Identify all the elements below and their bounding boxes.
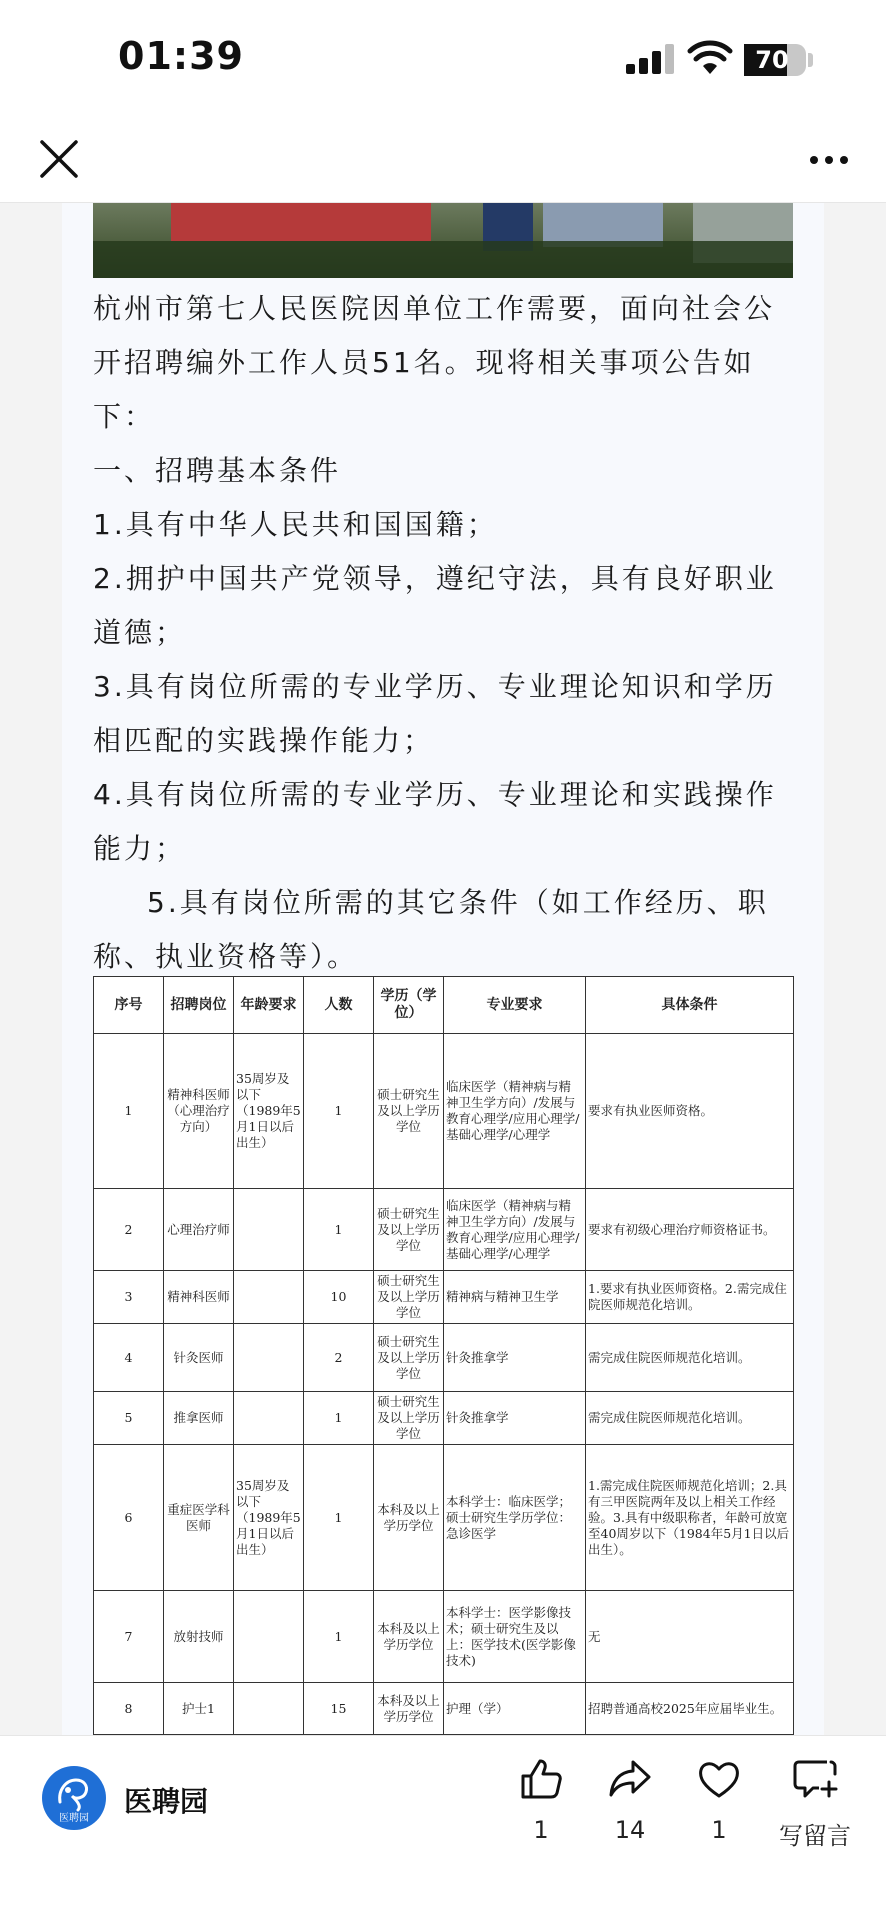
cell-education: 硕士研究生及以上学历学位 [374,1189,444,1271]
header-cell: 年龄要求 [234,977,304,1034]
header-cell: 招聘岗位 [164,977,234,1034]
table-row [94,1392,794,1445]
cell-major: 临床医学（精神病与精神卫生学方向）/发展与教育心理学/应用心理学/基础心理学/心理学 [444,1189,586,1271]
cell-conditions: 要求有执业医师资格。 [586,1034,794,1189]
cell-age: 35周岁及以下（1989年5月1日以后出生） [234,1034,304,1189]
bottom-bar [0,1735,886,1921]
cell-count: 1 [304,1445,374,1591]
cell-count: 1 [304,1034,374,1189]
cell-age [234,1189,304,1271]
cell-major: 护理（学） [444,1683,586,1735]
paragraph-intro: 杭州市第七人民医院因单位工作需要，面向社会公开招聘编外工作人员51名。现将相关事项公告如下： [93,292,776,433]
cell-index: 2 [94,1189,164,1271]
cell-position: 推拿医师 [164,1392,234,1445]
favorite-button[interactable] [674,1756,764,1866]
cell-count: 1 [304,1392,374,1445]
cell-position: 精神科医师 [164,1271,234,1324]
table-row [94,1324,794,1392]
cell-major: 本科学士：医学影像技术；硕士研究生及以上：医学技术(医学影像技术) [444,1591,586,1683]
cell-major: 针灸推拿学 [444,1392,586,1445]
cell-education: 本科及以上学历学位 [374,1591,444,1683]
cell-age [234,1271,304,1324]
condition-1: 1.具有中华人民共和国国籍； [93,508,498,541]
cell-count: 15 [304,1683,374,1735]
close-icon[interactable] [36,136,82,182]
signal-icon [626,44,674,74]
table-row [94,1683,794,1735]
heart-icon [696,1756,742,1802]
cell-position: 心理治疗师 [164,1189,234,1271]
table-row [94,1271,794,1324]
hero-image [93,203,793,278]
condition-4: 4.具有岗位所需的专业学历、专业理论和实践操作能力； [93,778,777,865]
thumbs-up-icon [518,1756,564,1802]
cell-index: 7 [94,1591,164,1683]
wifi-icon [688,40,732,76]
nav-bar [0,120,886,203]
cell-position: 重症医学科医师 [164,1445,234,1591]
cell-index: 4 [94,1324,164,1392]
cell-conditions: 无 [586,1591,794,1683]
cell-position: 精神科医师（心理治疗方向） [164,1034,234,1189]
cell-major: 针灸推拿学 [444,1324,586,1392]
cell-count: 10 [304,1271,374,1324]
status-time: 01:39 [118,34,244,78]
cell-conditions: 要求有初级心理治疗师资格证书。 [586,1189,794,1271]
status-bar [0,0,886,120]
share-button[interactable] [585,1756,675,1866]
cell-conditions: 招聘普通高校2025年应届毕业生。 [586,1683,794,1735]
table-row [94,1189,794,1271]
cell-conditions: 需完成住院医师规范化培训。 [586,1392,794,1445]
header-cell: 专业要求 [444,977,586,1034]
cell-index: 1 [94,1034,164,1189]
like-button[interactable] [496,1756,586,1866]
like-count: 1 [533,1816,549,1844]
cell-position: 放射技师 [164,1591,234,1683]
header-cell: 具体条件 [586,977,794,1034]
table-row [94,1445,794,1591]
cell-conditions: 需完成住院医师规范化培训。 [586,1324,794,1392]
cell-education: 本科及以上学历学位 [374,1445,444,1591]
cell-index: 3 [94,1271,164,1324]
avatar-label: 医聘园 [59,1813,89,1824]
favorite-count: 1 [711,1816,727,1844]
cell-index: 6 [94,1445,164,1591]
cell-position: 护士1 [164,1683,234,1735]
table-row [94,1591,794,1683]
cell-count: 1 [304,1591,374,1683]
condition-2: 2.拥护中国共产党领导，遵纪守法，具有良好职业道德； [93,562,777,649]
header-cell: 人数 [304,977,374,1034]
cell-age [234,1683,304,1735]
share-icon [607,1756,653,1802]
cell-conditions: 1.需完成住院医师规范化培训；2.具有三甲医院两年及以上相关工作经验。3.具有中级职称者，年龄可放宽至40周岁以下（1984年5月1日以后出生）。 [586,1445,794,1591]
share-count: 14 [614,1816,646,1844]
header-cell: 序号 [94,977,164,1034]
cell-age: 35周岁及以下（1989年5月1日以后出生） [234,1445,304,1591]
write-comment-button[interactable] [760,1756,870,1866]
comment-label: 写留言 [779,1822,851,1850]
avatar[interactable] [42,1766,106,1830]
comment-icon [791,1756,839,1802]
cell-position: 针灸医师 [164,1324,234,1392]
cell-conditions: 1.要求有执业医师资格。2.需完成住院医师规范化培训。 [586,1271,794,1324]
cell-major: 临床医学（精神病与精神卫生学方向）/发展与教育心理学/应用心理学/基础心理学/心理学 [444,1034,586,1189]
cell-age [234,1392,304,1445]
account-name[interactable]: 医聘园 [124,1785,209,1818]
battery-cap [808,53,813,67]
cell-education: 硕士研究生及以上学历学位 [374,1392,444,1445]
cell-age [234,1324,304,1392]
cell-education: 本科及以上学历学位 [374,1683,444,1735]
cell-index: 8 [94,1683,164,1735]
cell-index: 5 [94,1392,164,1445]
header-cell: 学历（学位） [374,977,444,1034]
table-header-row [94,977,794,1034]
cell-major: 本科学士：临床医学；硕士研究生学历学位：急诊医学 [444,1445,586,1591]
cell-major: 精神病与精神卫生学 [444,1271,586,1324]
more-icon[interactable] [806,140,852,180]
battery-icon [744,44,806,76]
cell-education: 硕士研究生及以上学历学位 [374,1324,444,1392]
jobs-table [93,976,794,1775]
cell-education: 硕士研究生及以上学历学位 [374,1271,444,1324]
section-heading: 一、招聘基本条件 [93,454,342,487]
cell-age [234,1591,304,1683]
battery-text: 70 [755,46,789,74]
table-row [94,1034,794,1189]
condition-3: 3.具有岗位所需的专业学历、专业理论知识和学历相匹配的实践操作能力； [93,670,777,757]
article-content[interactable] [0,203,886,1735]
cell-education: 硕士研究生及以上学历学位 [374,1034,444,1189]
condition-5: 5.具有岗位所需的其它条件（如工作经历、职称、执业资格等）。 [93,886,769,973]
cell-count: 2 [304,1324,374,1392]
cell-count: 1 [304,1189,374,1271]
